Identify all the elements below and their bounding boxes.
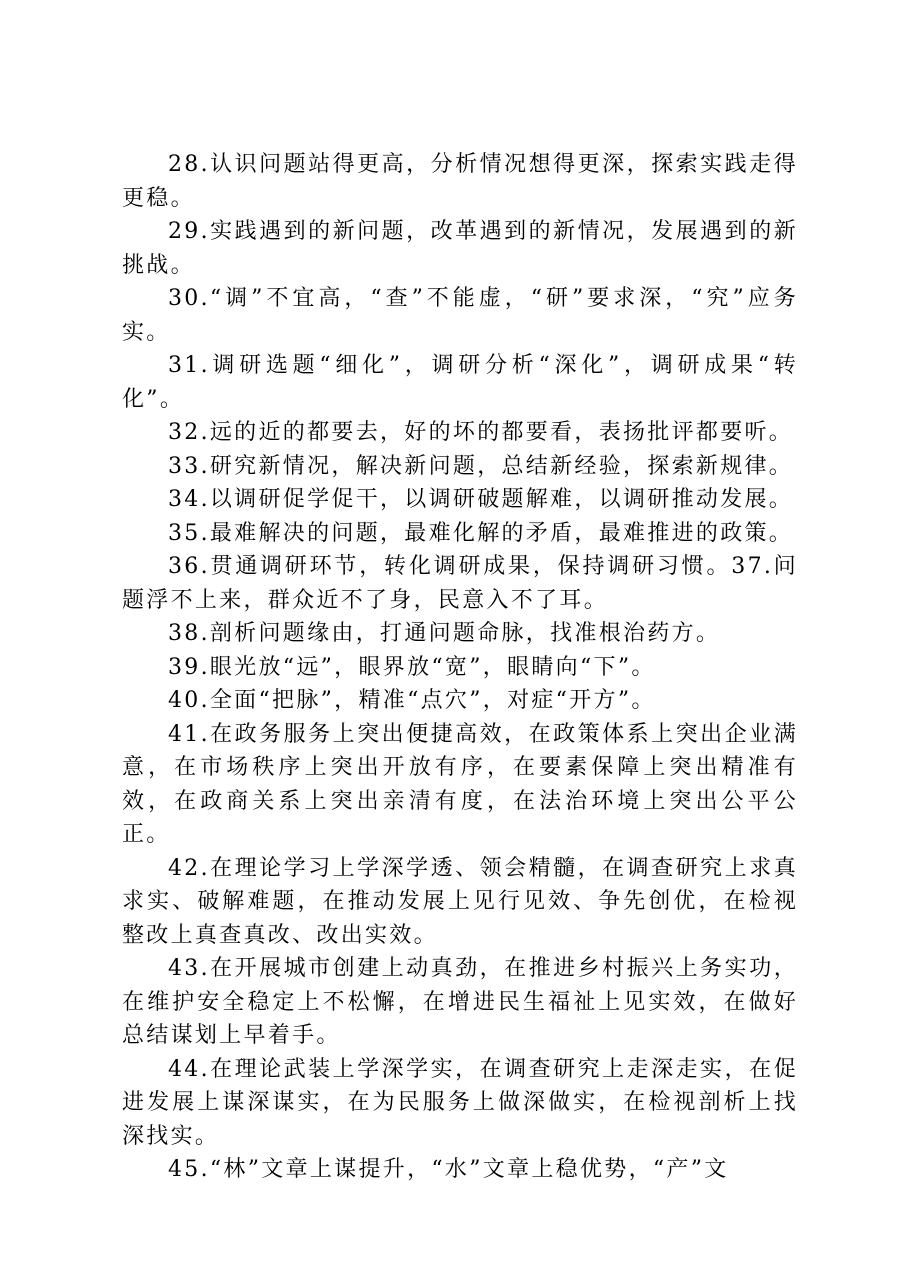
paragraph-43: 43.在开展城市创建上动真劲，在推进乡村振兴上务实功，在维护安全稳定上不松懈，在增进民生福祉上见实效，在做好总结谋划上早着手。 <box>122 956 798 1048</box>
paragraph-44: 44.在理论武装上学深学实，在调查研究上走深走实，在促进发展上谋深谋实，在为民服务上做深做实，在检视剖析上找深找实。 <box>122 1056 798 1149</box>
paragraph-28: 28.认识问题站得更高，分析情况想得更深，探索实践走得更稳。 <box>122 152 798 211</box>
paragraph-38: 38.剖析问题缘由，打通问题命脉，找准根治药方。 <box>168 621 721 646</box>
paragraph-41: 41.在政务服务上突出便捷高效，在政策体系上突出企业满意，在市场秩序上突出开放有序，在要素保障上突出精准有效，在政商关系上突出亲清有度，在法治环境上突出公平公正。 <box>122 721 798 847</box>
paragraph-31: 31.调研选题“细化”，调研分析“深化”，调研成果“转化”。 <box>122 353 798 412</box>
paragraph-40: 40.全面“把脉”，精准“点穴”，对症“开方”。 <box>168 688 656 713</box>
paragraph-30: 30.“调”不宜高，“查”不能虚，“研”要求深，“究”应务实。 <box>122 286 798 345</box>
paragraph-36-37: 36.贯通调研环节，转化调研成果，保持调研习惯。37.问题浮不上来，群众近不了身，民意入不了耳。 <box>122 554 798 613</box>
paragraph-39: 39.眼光放“远”，眼界放“宽”，眼睛向“下”。 <box>168 654 656 680</box>
paragraph-45: 45.“林”文章上谋提升，“水”文章上稳优势，“产”文 <box>168 1157 729 1182</box>
paragraph-33: 33.研究新情况，解决新问题，总结新经验，探索新规律。 <box>168 453 794 479</box>
paragraph-32: 32.远的近的都要去，好的坏的都要看，表扬批评都要听。 <box>168 420 794 445</box>
paragraph-35: 35.最难解决的问题，最难化解的矛盾，最难推进的政策。 <box>168 520 794 546</box>
paragraph-42: 42.在理论学习上学深学透、领会精髓，在调查研究上求真求实、破解难题，在推动发展上见行见效、争先创优，在检视整改上真查真改、改出实效。 <box>122 855 798 948</box>
paragraph-29: 29.实践遇到的新问题，改革遇到的新情况，发展遇到的新挑战。 <box>122 219 798 278</box>
document-body <box>122 148 798 1187</box>
paragraph-34: 34.以调研促学促干，以调研破题解难，以调研推动发展。 <box>168 487 794 512</box>
